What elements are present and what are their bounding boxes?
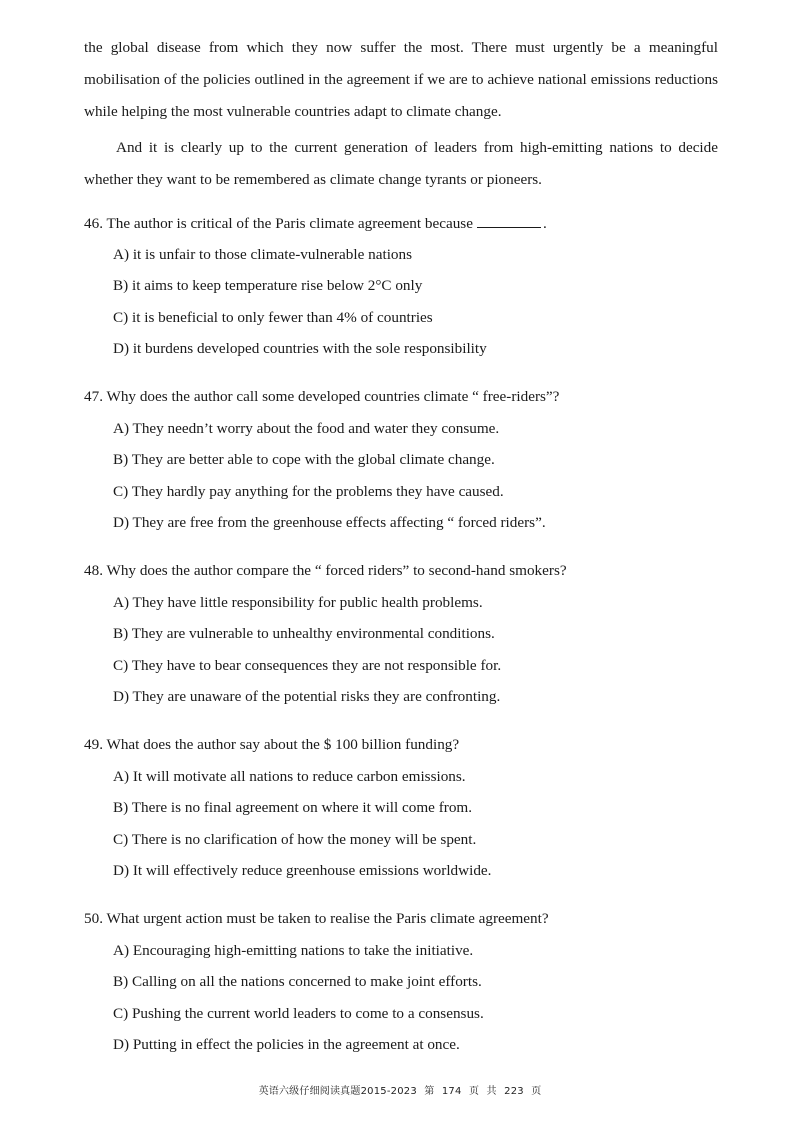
question-48 <box>84 561 724 707</box>
question-stem: 47. Why does the author call some developed countries climate “ free-riders”? <box>84 388 560 405</box>
footer-total-pages: 223 <box>504 1086 524 1097</box>
question-47 <box>84 387 724 533</box>
footer-total-unit: 页 <box>531 1086 542 1097</box>
page-footer <box>0 1082 800 1097</box>
option-c: C) Pushing the current world leaders to come to a consensus. <box>113 1004 484 1022</box>
footer-current-page: 174 <box>441 1086 462 1097</box>
option-d: D) Putting in effect the policies in the agreement at once. <box>113 1036 460 1053</box>
question-49 <box>84 735 724 881</box>
option-a: A) They needn’t worry about the food and water they consume. <box>113 419 500 437</box>
footer-total-prefix: 共 <box>486 1086 497 1097</box>
option-b: B) Calling on all the nations concerned to make joint efforts. <box>113 973 482 990</box>
option-list <box>84 593 724 708</box>
passage-paragraph-1: the global disease from which they now suffer the most. There must urgently be a meaningful mobilisation of the policies outlined in the agreement if we are to achieve national emissions reductions while helping the most vulnerable countries adapt to climate change. <box>84 39 718 120</box>
option-list <box>84 419 724 534</box>
option-a: A) Encouraging high-emitting nations to take the initiative. <box>113 941 474 959</box>
option-d: D) It will effectively reduce greenhouse emissions worldwide. <box>113 862 492 879</box>
option-d: D) it burdens developed countries with the sole responsibility <box>113 340 487 357</box>
option-b: B) There is no final agreement on where it will come from. <box>113 799 473 816</box>
footer-page-prefix: 第 <box>424 1086 435 1097</box>
question-50 <box>84 909 724 1055</box>
option-c: C) They hardly pay anything for the problems they have caused. <box>113 482 504 500</box>
option-a: A) it is unfair to those climate-vulnerable nations <box>113 245 413 263</box>
option-c: C) There is no clarification of how the money will be spent. <box>113 830 477 848</box>
question-stem: 48. Why does the author compare the “ forced riders” to second-hand smokers? <box>84 562 567 579</box>
option-c: C) it is beneficial to only fewer than 4% of countries <box>113 308 433 326</box>
option-b: B) They are vulnerable to unhealthy environmental conditions. <box>113 625 495 642</box>
answer-blank <box>477 213 541 228</box>
option-b: B) it aims to keep temperature rise below 2°C only <box>113 277 423 294</box>
footer-doc-title: 英语六级仔细阅读真题2015-2023 <box>258 1086 417 1097</box>
footer-page-unit: 页 <box>468 1086 480 1097</box>
option-list <box>84 245 724 360</box>
question-stem: 50. What urgent action must be taken to realise the Paris climate agreement? <box>84 910 549 927</box>
question-stem-end: . <box>542 215 547 232</box>
passage-paragraph-2: And it is clearly up to the current generation of leaders from high-emitting nations to decide whether they want to be remembered as climate change tyrants or pioneers. <box>84 139 718 188</box>
option-d: D) They are free from the greenhouse effects affecting “ forced riders”. <box>113 514 546 531</box>
question-stem-text: 46. The author is critical of the Paris climate agreement because <box>84 215 473 232</box>
question-stem: 49. What does the author say about the $ 100 billion funding? <box>84 736 460 753</box>
option-list <box>84 767 724 882</box>
option-a: A) They have little responsibility for public health problems. <box>113 593 483 611</box>
option-c: C) They have to bear consequences they are not responsible for. <box>113 656 502 674</box>
option-d: D) They are unaware of the potential risks they are confronting. <box>113 688 501 705</box>
option-list <box>84 941 724 1056</box>
question-stem <box>84 213 724 233</box>
option-a: A) It will motivate all nations to reduce carbon emissions. <box>113 767 466 785</box>
option-b: B) They are better able to cope with the global climate change. <box>113 451 495 468</box>
question-46 <box>84 213 724 359</box>
